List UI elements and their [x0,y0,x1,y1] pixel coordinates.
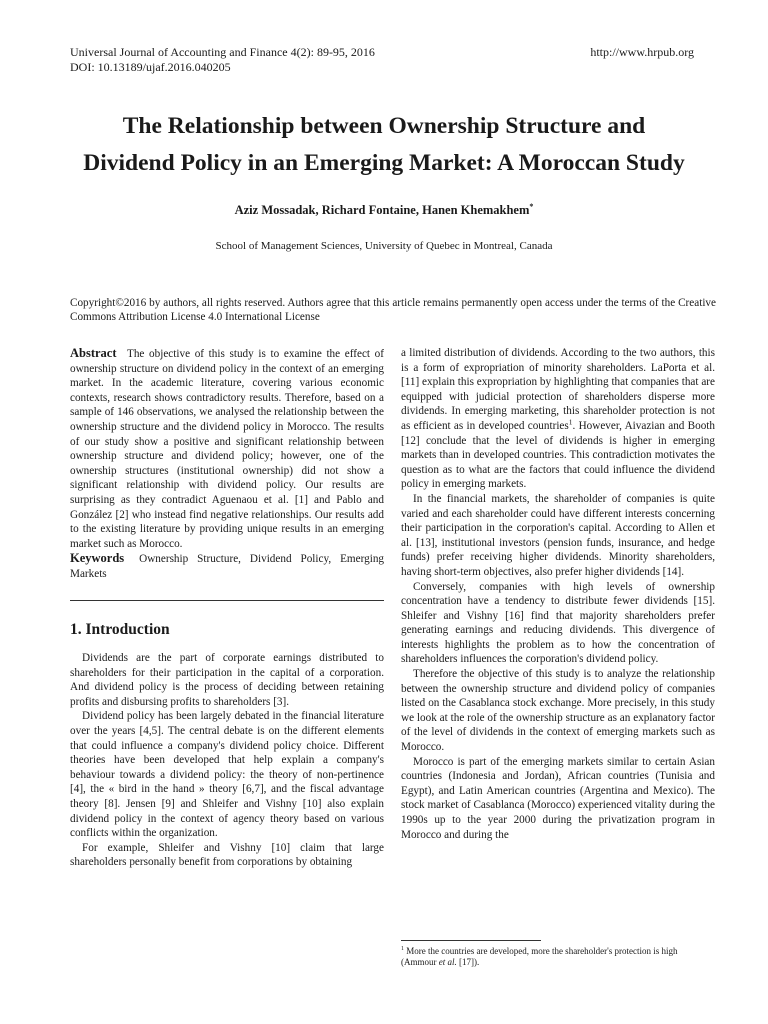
section-heading-introduction: 1. Introduction [70,620,170,638]
body-paragraph-5: Morocco is part of the emerging markets similar to certain Asian countries (Indonesia and Jordan), African countries (Tunisia and Egypt), and Latin American countries (Argentina and Mexico). The stock market of Casablanca (Morocco) experienced vitality during the 1990s up to the year 2000 during the privatization program in Morocco and during the [401,755,715,841]
intro-paragraph-1: Dividends are the part of corporate earnings distributed to shareholders for their participation in the capital of a corporation. And dividend policy is the process of deciding between retaining profits and disbursing profits to shareholders [3]. [70,652,384,708]
footnote-etal: et al. [438,957,457,967]
doi: DOI: 10.13189/ujaf.2016.040205 [70,60,231,74]
footnote [401,946,715,968]
author-list [40,203,728,218]
body-paragraph-3: Conversely, companies with high levels of ownership concentration have a tendency to distribute fewer dividends [15]. Shleifer and Vishny [16] find that majority shareholders prefer generating earnings and reducing dividends. This divergence of interests highlights the problem as to how the concentration of shareholders influences the corporation's dividend policy. [401,580,715,666]
keywords-text: Ownership Structure, Dividend Policy, Emerging Markets [70,553,385,580]
footnote-end: [17]). [456,957,480,967]
footnote-mark: 1 [401,946,404,952]
journal-citation: Universal Journal of Accounting and Finance 4(2): 89-95, 2016 [70,45,375,59]
journal-url[interactable]: http://www.hrpub.org [590,45,694,59]
abstract-label: Abstract [70,346,117,360]
title-line-1: The Relationship between Ownership Structure and [122,113,646,139]
keywords-label: Keywords [70,551,125,566]
right-column [401,346,715,842]
body-paragraph-1-a: a limited distribution of dividends. According to the two authors, this is a form of expropriation of minority shareholders. LaPorta et al. [11] explain this expropriation by highlighting that companies that are equipped with judicial protection of shareholders disperse more dividends. In emerging marketing, this shareholder protection is not as efficient as in developed countries [401,347,715,432]
keywords [70,551,384,581]
body-paragraph-2: In the financial markets, the shareholder of companies is quite varied and each shareholder could have different interests concerning their participation in the corporation's capital. According to Allen et al. [13], institutional investors (pension funds, insurance, and hedge funds) prefer receiving higher dividends. Minority shareholders, having short-term objectives, also prefer higher dividends [14]. [401,492,715,578]
abstract-text: The objective of this study is to examine the effect of ownership structure on dividend policy in the context of an emerging market. In the academic literature, covering various economic contexts, research shows contradictory results. Therefore, based on a sample of 146 observations, we analysed the relationship between the ownership structure and the dividend policy in Morocco. The results of our study show a positive and significant relationship between ownership structure and dividend policy; however, one of the ownership structures (institutional ownership) did not show a significant relationship with dividend policy. Our results are surprising as they contradict Aguenaou et al. [1] and Pablo and González [2] who instead find negative relationships. Our results add to the existing literature by providing unique results in an emerging market such as Morocco. [70,348,384,550]
body-paragraph-4: Therefore the objective of this study is to analyze the relationship between the ownership structure and dividend policy of companies listed on the Casablanca stock exchange. More precisely, in this study we look at the role of the ownership structure as an explanatory factor of the level of dividends in the context of emerging markets such as Morocco. [401,668,715,754]
intro-paragraph-2: Dividend policy has been largely debated in the financial literature over the years [4,5]. The central debate is on the different elements that could influence a company's dividend policy choice. Different theories have been developed that help explain a company's behaviour towards a dividend policy: the theory of non-pertinence [4], the « bird in the hand » theory [6,7], and the fiscal advantage theory [8]. Jensen [9] and Shleifer and Vishny [10] also explain dividend policy in the context of agency theory based on various conflicts within the organization. [70,710,384,840]
affiliation: School of Management Sciences, University of Quebec in Montreal, Canada [215,240,553,252]
body-paragraph-1-b: . However, Aivazian and Booth [12] conclude that the level of dividends is higher in emerging markets than in developed countries. This contradiction motivates the question as to what are the factors that could influence the dividend policy in emerging markets. [401,419,715,491]
left-column [70,346,384,870]
intro-paragraph-3: For example, Shleifer and Vishny [10] claim that large shareholders personally benefit from corporations by obtaining [70,841,384,869]
footnote-divider [401,940,541,941]
section-divider [70,600,384,601]
footnote-reference[interactable]: 1 [568,417,573,427]
body-paragraph-1 [401,346,715,492]
abstract [70,346,384,551]
copyright-notice: Copyright©2016 by authors, all rights reserved. Authors agree that this article remains permanently open access under the terms of the Creative Commons Attribution License 4.0 International License [70,297,716,323]
title-line-2: Dividend Policy in an Emerging Market: A Moroccan Study [83,150,685,176]
footnote-text: More the countries are developed, more the shareholder's protection is high (Ammour [401,946,678,967]
corresponding-author-mark: * [529,201,534,211]
running-header [70,45,694,75]
paper-title [40,108,728,182]
authors-text: Aziz Mossadak, Richard Fontaine, Hanen Khemakhem [234,203,530,217]
